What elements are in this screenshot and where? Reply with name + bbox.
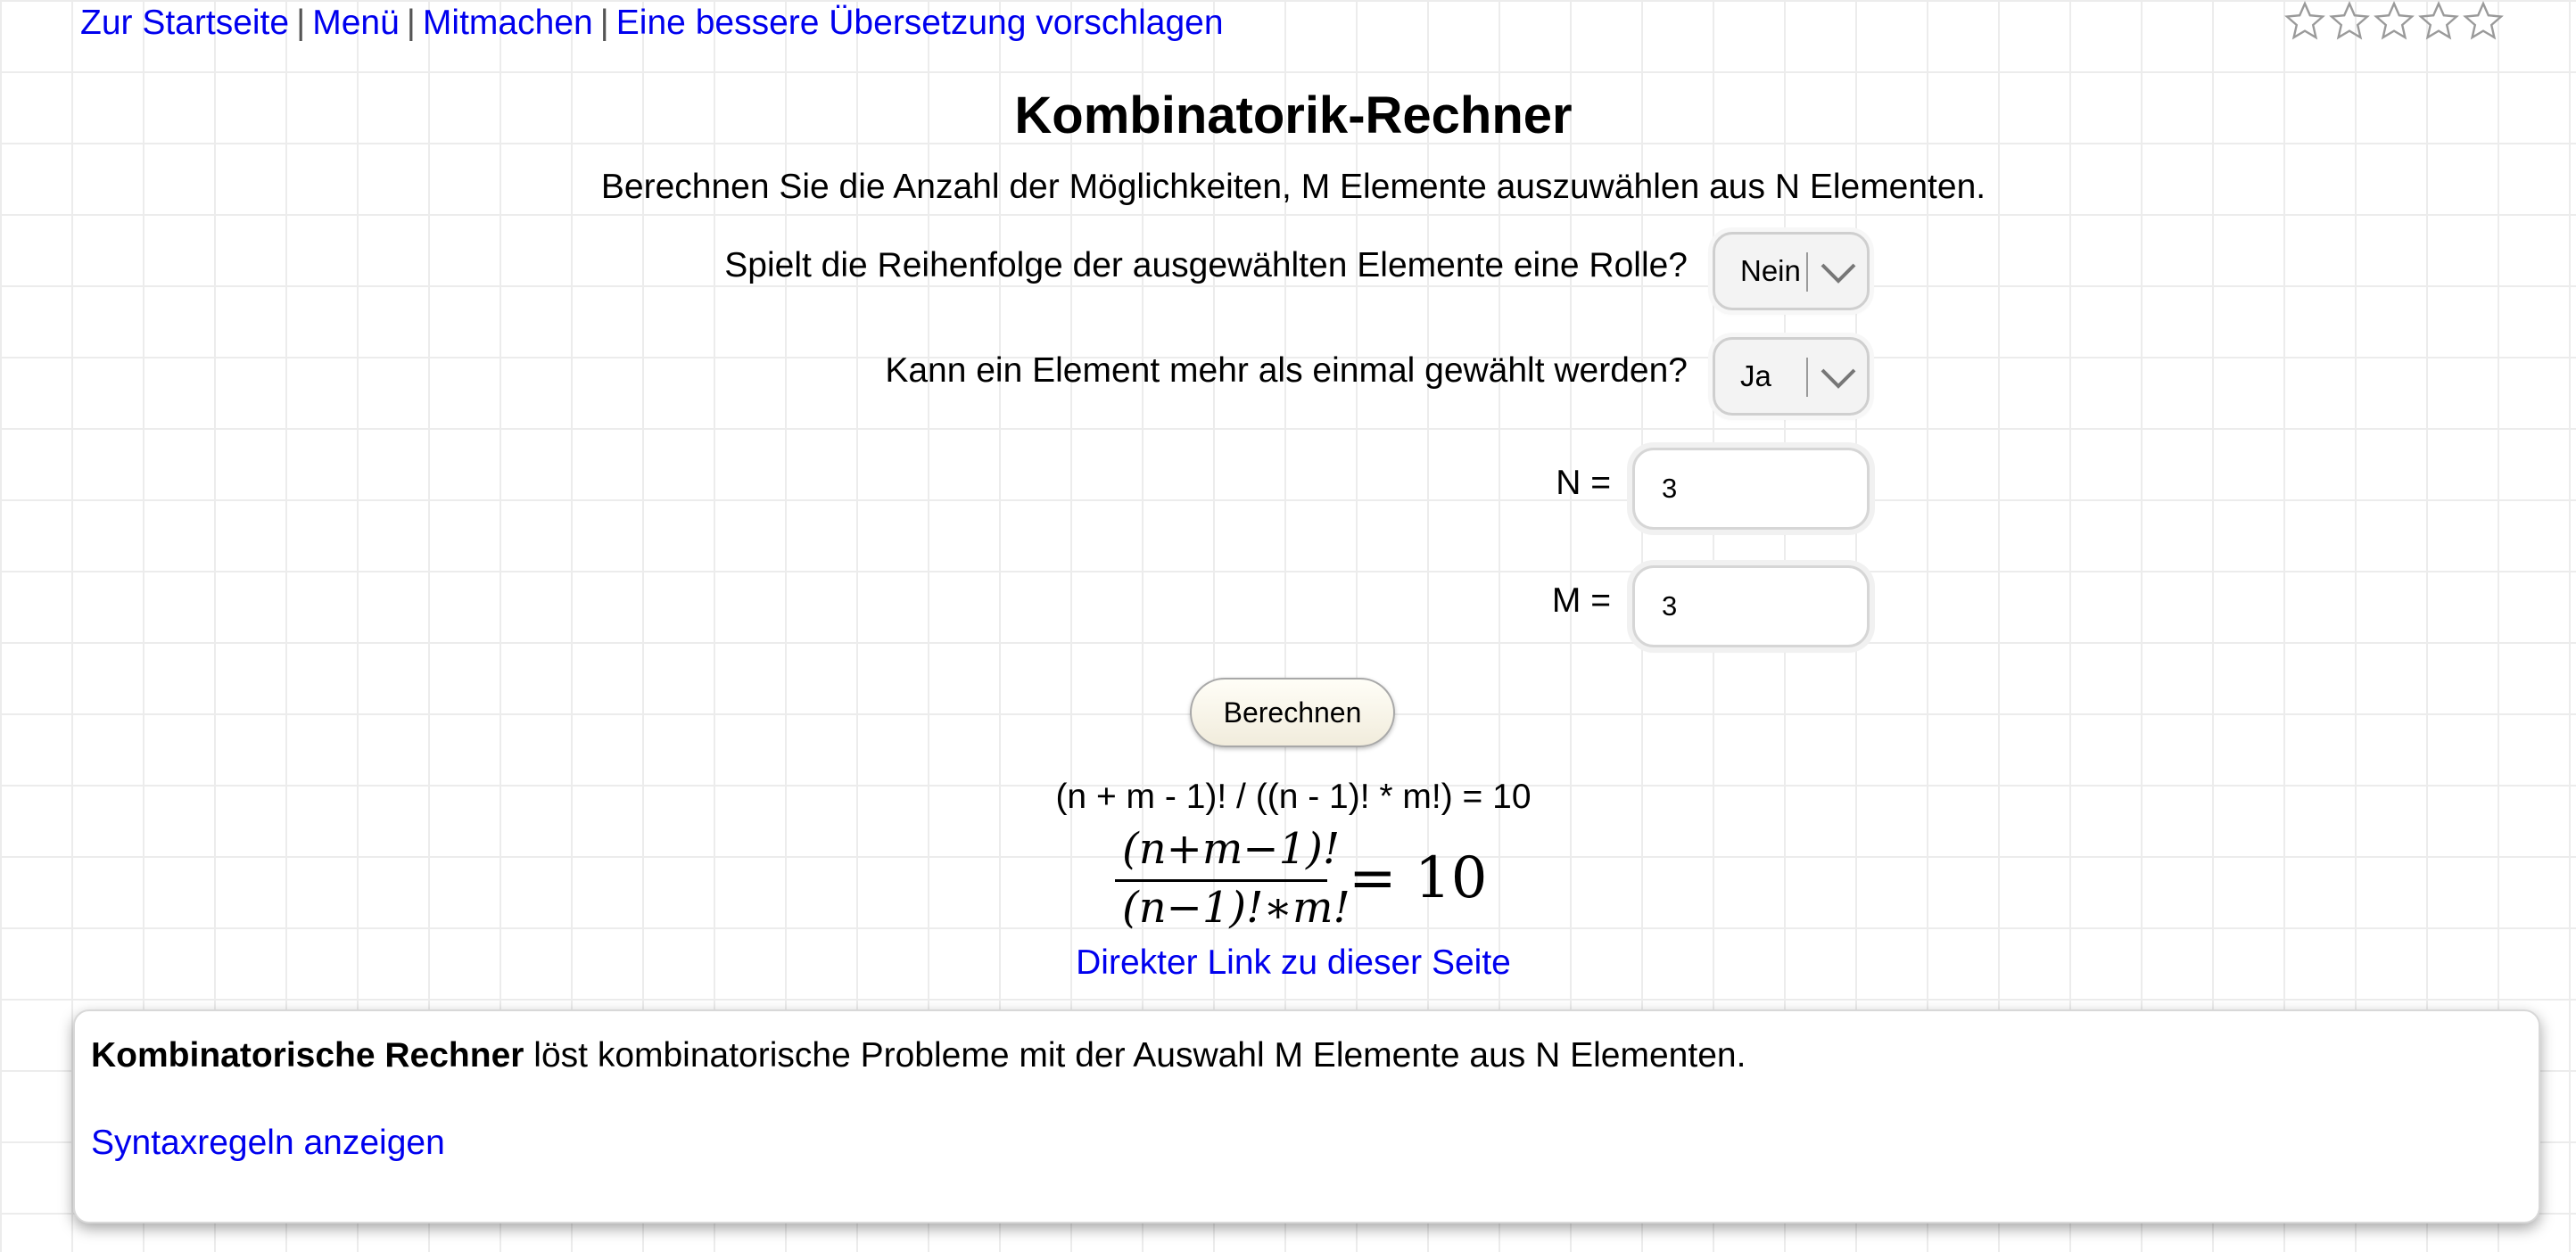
repeat-select-value: Ja (1740, 359, 1771, 392)
info-description-rest: löst kombinatorische Probleme mit der Auswahl M Elemente aus N Elementen. (524, 1036, 1746, 1075)
select-divider (1806, 358, 1808, 397)
chevron-down-icon (1819, 363, 1858, 393)
order-question-label: Spielt die Reihenfolge der ausgewählten Elemente eine Rolle? (724, 246, 1688, 284)
calculate-button[interactable]: Berechnen (1190, 678, 1395, 747)
page-title: Kombinatorik-Rechner (1014, 86, 1573, 144)
star-5-icon[interactable] (2462, 0, 2505, 43)
repeat-question-label: Kann ein Element mehr als einmal gewählt werden? (885, 351, 1688, 390)
nav-separator: | (406, 4, 416, 42)
formula-numerator: (n+m−1)! (1122, 824, 1341, 874)
chevron-down-icon (1819, 258, 1858, 288)
syntax-rules-link[interactable]: Syntaxregeln anzeigen (91, 1124, 445, 1162)
fraction-bar (1115, 879, 1327, 882)
formula-result: = 10 (1349, 845, 1488, 911)
star-1-icon[interactable] (2283, 0, 2326, 43)
direct-link-row (0, 943, 2576, 983)
nav-link-home[interactable]: Zur Startseite (80, 4, 290, 42)
formula-denominator: (n−1)!∗m! (1122, 883, 1350, 933)
star-4-icon[interactable] (2417, 0, 2460, 43)
nav-link-contribute[interactable]: Mitmachen (422, 4, 593, 42)
select-divider (1806, 252, 1808, 292)
star-3-icon[interactable] (2373, 0, 2415, 43)
nav-link-suggest-translation[interactable]: Eine bessere Übersetzung vorschlagen (615, 4, 1224, 42)
nav-link-menu[interactable]: Menü (312, 4, 400, 42)
rating-stars (2283, 0, 2505, 43)
m-label: M = (1551, 581, 1611, 620)
top-navigation (80, 4, 1224, 43)
page-subtitle: Berechnen Sie die Anzahl der Möglichkeiten, M Elemente auszuwählen aus N Elementen. (600, 168, 1986, 206)
repeat-select[interactable] (1713, 337, 1870, 416)
star-2-icon[interactable] (2328, 0, 2371, 43)
info-description (91, 1036, 1746, 1075)
result-formula-rendered (1115, 820, 1490, 933)
n-input[interactable] (1632, 448, 1870, 530)
direct-link[interactable]: Direkter Link zu dieser Seite (1076, 943, 1511, 982)
order-select[interactable] (1713, 232, 1870, 310)
result-formula-text: (n + m - 1)! / ((n - 1)! * m!) = 10 (1055, 778, 1532, 816)
info-panel (73, 1009, 2540, 1223)
nav-separator: | (599, 4, 609, 42)
info-description-bold: Kombinatorische Rechner (91, 1036, 524, 1075)
nav-separator: | (296, 4, 306, 42)
m-input[interactable] (1632, 565, 1870, 647)
order-select-value: Nein (1740, 254, 1801, 287)
n-label: N = (1556, 464, 1611, 502)
